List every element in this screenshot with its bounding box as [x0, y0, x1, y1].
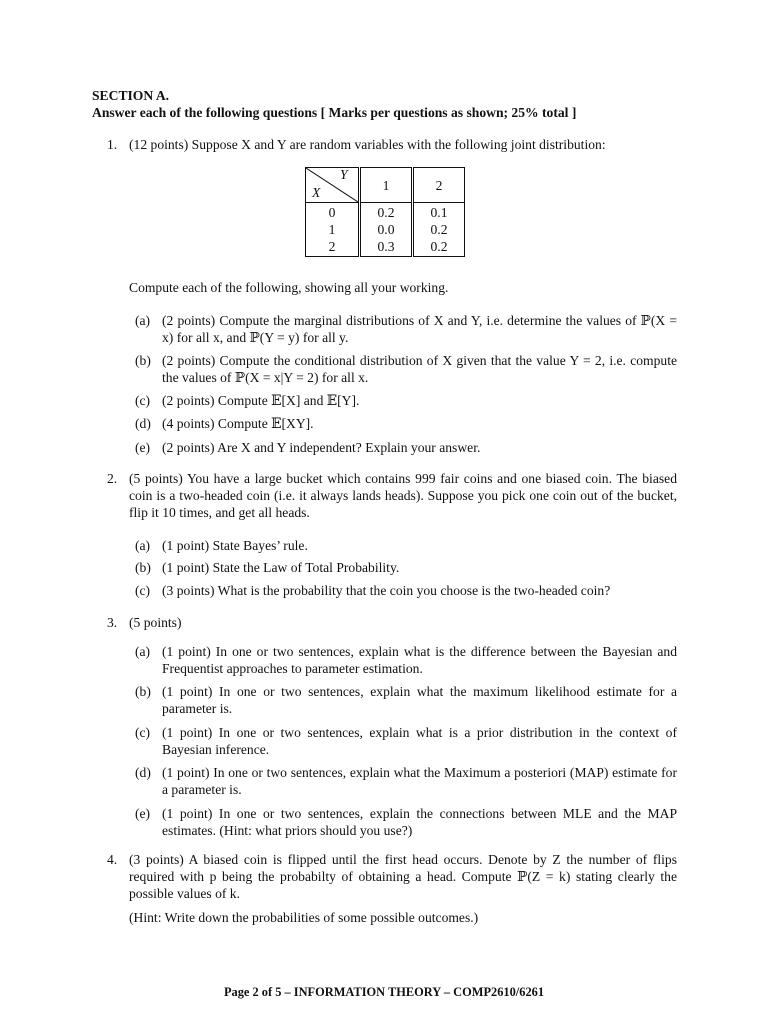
part-text: (1 point) In one or two sentences, explain what the maximum likelihood estimate for a parameter is. [162, 684, 677, 716]
part-label: (a) [135, 644, 151, 659]
part-text: (2 points) Compute the conditional distribution of X given that the value Y = 2, i.e. compute the values of ℙ(X = x|Y = 2) for all x. [162, 353, 677, 385]
part-text: (2 points) Compute 𝔼[X] and 𝔼[Y]. [162, 393, 360, 408]
part-label: (c) [135, 583, 151, 598]
part-label: (b) [135, 353, 151, 368]
question-text: (12 points) Suppose X and Y are random variables with the following joint distribution: [129, 137, 606, 152]
part-label: (d) [135, 765, 151, 780]
col-header-2: 2 [413, 168, 465, 203]
table-cell: 0.2 [377, 205, 395, 220]
col-values-1 [360, 203, 413, 257]
question-number: 4. [107, 852, 118, 867]
part-text: (1 point) State the Law of Total Probability. [162, 560, 400, 575]
col-header-1: 1 [360, 168, 413, 203]
part-text: (1 point) State Bayes’ rule. [162, 538, 308, 553]
compute-instruction: Compute each of the following, showing all your working. [129, 280, 449, 295]
col-values-2 [413, 203, 465, 257]
part-text: (4 points) Compute 𝔼[XY]. [162, 416, 314, 431]
row-label: 1 [328, 222, 336, 237]
question-text: (3 points) A biased coin is flipped until the first head occurs. Denote by Z the number of flips required with p being the probabilty of obtaining a head. Compute ℙ(Z = k) stating clearly the possible values of k. [129, 852, 677, 901]
part-label: (a) [135, 313, 151, 328]
part-label: (a) [135, 538, 151, 553]
part-label: (c) [135, 393, 151, 408]
table-cell: 0.3 [377, 239, 395, 254]
part-text: (1 point) In one or two sentences, explain what is the difference between the Bayesian and Frequentist approaches to parameter estimation. [162, 644, 677, 676]
part-text: (3 points) What is the probability that the coin you choose is the two-headed coin? [162, 583, 611, 598]
q4-hint: (Hint: Write down the probabilities of some possible outcomes.) [129, 910, 479, 925]
part-label: (c) [135, 725, 151, 740]
part-text: (1 point) In one or two sentences, explain what the Maximum a posteriori (MAP) estimate for a parameter is. [162, 765, 677, 797]
table-corner-cell [306, 168, 360, 203]
part-text: (1 point) In one or two sentences, explain the connections between MLE and the MAP estimates. (Hint: what priors should you use?) [162, 806, 677, 838]
table-cell: 0.0 [377, 222, 395, 237]
corner-label-y: Y [340, 167, 348, 182]
part-label: (b) [135, 684, 151, 699]
joint-distribution-table [305, 167, 465, 257]
question-number: 2. [107, 471, 118, 486]
part-text: (1 point) In one or two sentences, explain what is a prior distribution in the context of Bayesian inference. [162, 725, 677, 757]
section-header [92, 87, 682, 121]
table-cell: 0.2 [430, 222, 448, 237]
part-label: (d) [135, 416, 151, 431]
part-label: (b) [135, 560, 151, 575]
question-text: (5 points) [129, 615, 182, 630]
row-labels [306, 203, 360, 257]
part-label: (e) [135, 806, 151, 821]
part-text: (2 points) Are X and Y independent? Explain your answer. [162, 440, 481, 455]
part-label: (e) [135, 440, 151, 455]
table-cell: 0.1 [430, 205, 448, 220]
row-label: 0 [328, 205, 336, 220]
section-instruction: Answer each of the following questions [ Marks per questions as shown; 25% total ] [92, 105, 577, 120]
corner-label-x: X [312, 185, 321, 200]
row-label: 2 [328, 239, 336, 254]
table-cell: 0.2 [430, 239, 448, 254]
page-footer: Page 2 of 5 – INFORMATION THEORY – COMP2610/6261 [223, 985, 545, 999]
part-text: (2 points) Compute the marginal distributions of X and Y, i.e. determine the values of ℙ(X = x) for all x, and ℙ(Y = y) for all y. [162, 313, 677, 345]
question-number: 3. [107, 615, 118, 630]
question-text: (5 points) You have a large bucket which contains 999 fair coins and one biased coin. The biased coin is a two-headed coin (i.e. it always lands heads). Suppose you pick one coin out of the bucket, flip it 10 times, and get all heads. [129, 471, 677, 520]
question-number: 1. [107, 137, 118, 152]
section-title: SECTION A. [92, 88, 170, 103]
